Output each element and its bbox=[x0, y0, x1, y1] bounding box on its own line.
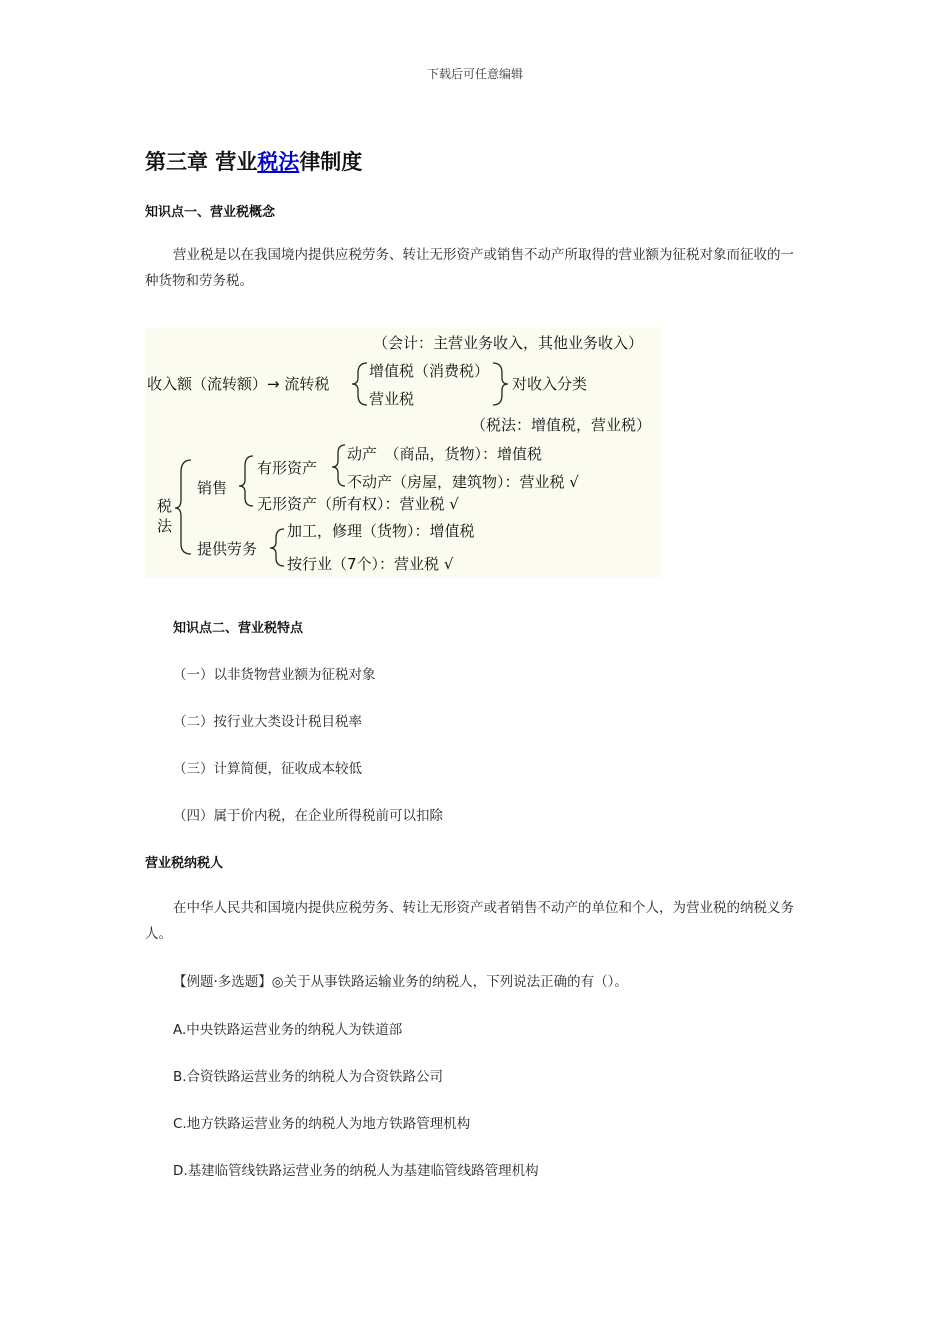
option-b-letter: B. bbox=[173, 1069, 187, 1085]
option-d-text: 基建临管线铁路运营业务的纳税人为基建临管线路管理机构 bbox=[187, 1163, 539, 1179]
business-tax: 营业税 bbox=[369, 390, 415, 408]
brace-tangible bbox=[332, 445, 345, 486]
option-a bbox=[173, 1018, 402, 1038]
section1-heading: 知识点一、营业税概念 bbox=[145, 205, 276, 220]
vat-consumption-tax: 增值税（消费税） bbox=[369, 362, 490, 380]
option-c-letter: C. bbox=[173, 1116, 187, 1132]
option-d-letter: D. bbox=[173, 1163, 188, 1179]
example-label: 【例题·多选题】 bbox=[173, 974, 272, 990]
section1-paragraph-text: 营业税是以在我国境内提供应税劳务、转让无形资产或销售不动产所取得的营业额为征税对象而征收的一种货物和劳务税。 bbox=[145, 247, 794, 289]
services-label: 提供劳务 bbox=[197, 540, 258, 558]
section1-paragraph bbox=[145, 242, 807, 294]
section3-paragraph bbox=[145, 895, 807, 947]
tax-classification-diagram bbox=[145, 328, 661, 578]
option-a-text: 中央铁路运营业务的纳税人为铁道部 bbox=[186, 1022, 403, 1038]
immovable-property: 不动产（房屋，建筑物）：营业税 √ bbox=[347, 473, 579, 491]
brace-turnover bbox=[352, 363, 367, 405]
processing-repair: 加工，修理（货物）：增值税 bbox=[287, 522, 475, 540]
page-header: 下载后可任意编辑 bbox=[426, 67, 523, 81]
example-question bbox=[173, 970, 628, 990]
brace-sales bbox=[239, 456, 253, 506]
classify-income: 对收入分类 bbox=[512, 375, 588, 393]
feature-item-3: （三）计算简便，征收成本较低 bbox=[173, 761, 362, 777]
intangible-assets: 无形资产（所有权）：营业税 √ bbox=[257, 495, 459, 513]
chapter-title bbox=[145, 146, 362, 176]
example-question-text: ◎关于从事铁路运输业务的纳税人，下列说法正确的有（）。 bbox=[271, 974, 628, 990]
section3-paragraph-text: 在中华人民共和国境内提供应税劳务、转让无形资产或者销售不动产的单位和个人，为营业税的纳税义务人。 bbox=[145, 900, 794, 942]
chapter-title-suffix: 律制度 bbox=[299, 150, 363, 174]
by-industry: 按行业（7个）：营业税 √ bbox=[287, 555, 454, 573]
tax-law-note: （税法：增值税，营业税） bbox=[471, 416, 652, 434]
option-b-text: 合资铁路运营业务的纳税人为合资铁路公司 bbox=[186, 1069, 444, 1085]
option-b bbox=[173, 1065, 443, 1085]
movable-property: 动产 （商品，货物）：增值税 bbox=[347, 445, 543, 463]
brace-classify bbox=[493, 363, 508, 405]
chapter-title-prefix: 第三章 营业 bbox=[145, 150, 258, 174]
brace-services bbox=[270, 529, 284, 566]
option-c-text: 地方铁路运营业务的纳税人为地方铁路管理机构 bbox=[186, 1116, 471, 1132]
feature-item-1: （一）以非货物营业额为征税对象 bbox=[173, 667, 376, 683]
feature-item-4: （四）属于价内税，在企业所得税前可以扣除 bbox=[173, 808, 443, 824]
option-d bbox=[173, 1159, 539, 1179]
income-turnover-tax: 收入额（流转额）→ 流转税 bbox=[147, 375, 330, 393]
option-c bbox=[173, 1112, 470, 1132]
tax-law-label-2: 法 bbox=[157, 517, 173, 535]
section3-heading: 营业税纳税人 bbox=[145, 856, 224, 871]
accounting-note: （会计：主营业务收入，其他业务收入） bbox=[373, 334, 644, 352]
sales-label: 销售 bbox=[197, 479, 228, 497]
tax-law-link[interactable]: 税法 bbox=[257, 150, 300, 174]
brace-tax-law bbox=[175, 460, 191, 554]
option-a-letter: A. bbox=[173, 1022, 187, 1038]
tangible-assets-label: 有形资产 bbox=[257, 459, 318, 477]
tax-law-label-1: 税 bbox=[157, 497, 173, 515]
feature-item-2: （二）按行业大类设计税目税率 bbox=[173, 714, 362, 730]
section2-heading: 知识点二、营业税特点 bbox=[173, 621, 304, 636]
